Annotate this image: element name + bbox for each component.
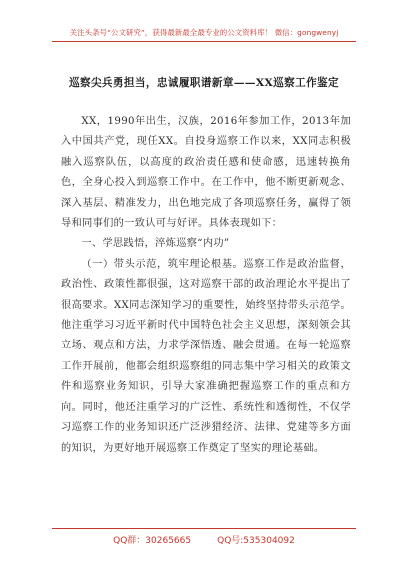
- top-banner: 关注头条号“公文研究”，获得最新最全最专业的公文资料库！ 微信：gongwenyj: [69, 28, 339, 37]
- footer-divider: [52, 528, 356, 529]
- document-title: 巡察尖兵勇担当，忠诚履职谱新章——XX巡察工作鉴定: [68, 77, 340, 89]
- footer-qq-id: QQ号:535304092: [217, 536, 295, 546]
- top-divider: [52, 41, 356, 42]
- intro-paragraph: XX，1990年出生，汉族，2016年参加工作，2013年加入中国共产党，现任XX。自投身巡察工作以来，XX同志积极融入巡察队伍，以高度的政治责任感和使命感，迅速转换角色，全身心投入到巡察工作中。在工作中，他不断更新观念、深入基层、精准发力，出色地完成了各项巡察任务，赢得了领导和同事们的一致认可与好评。具体表现如下：: [61, 116, 351, 230]
- footer: [0, 533, 408, 546]
- document-body: [61, 112, 351, 459]
- body-paragraph: （一）带头示范，筑牢理论根基。巡察工作是政治监督，政治性、政策性都很强，这对巡察干部的政治理论水平提出了很高要求。XX同志深知学习的重要性，始终坚持带头示范学。他注重学习习近平新时代中国特色社会主义思想，深刻领会其立场、观点和方法，力求学深悟透、融会贯通。在每一轮巡察工作开展前，他都会组织巡察组的同志集中学习相关的政策文件和巡察业务知识，引导大家准确把握巡察工作的重点和方向。同时，他还注重学习的广泛性、系统性和透彻性，不仅学习巡察工作的业务知识还广泛涉猎经济、法律、党建等多方面的知识，为更好地开展巡察工作奠定了坚实的理论基础。: [61, 258, 351, 454]
- section-heading: 一、学思践悟，淬炼巡察“内功”: [81, 238, 230, 250]
- footer-qq-group: QQ群：30265665: [113, 536, 192, 546]
